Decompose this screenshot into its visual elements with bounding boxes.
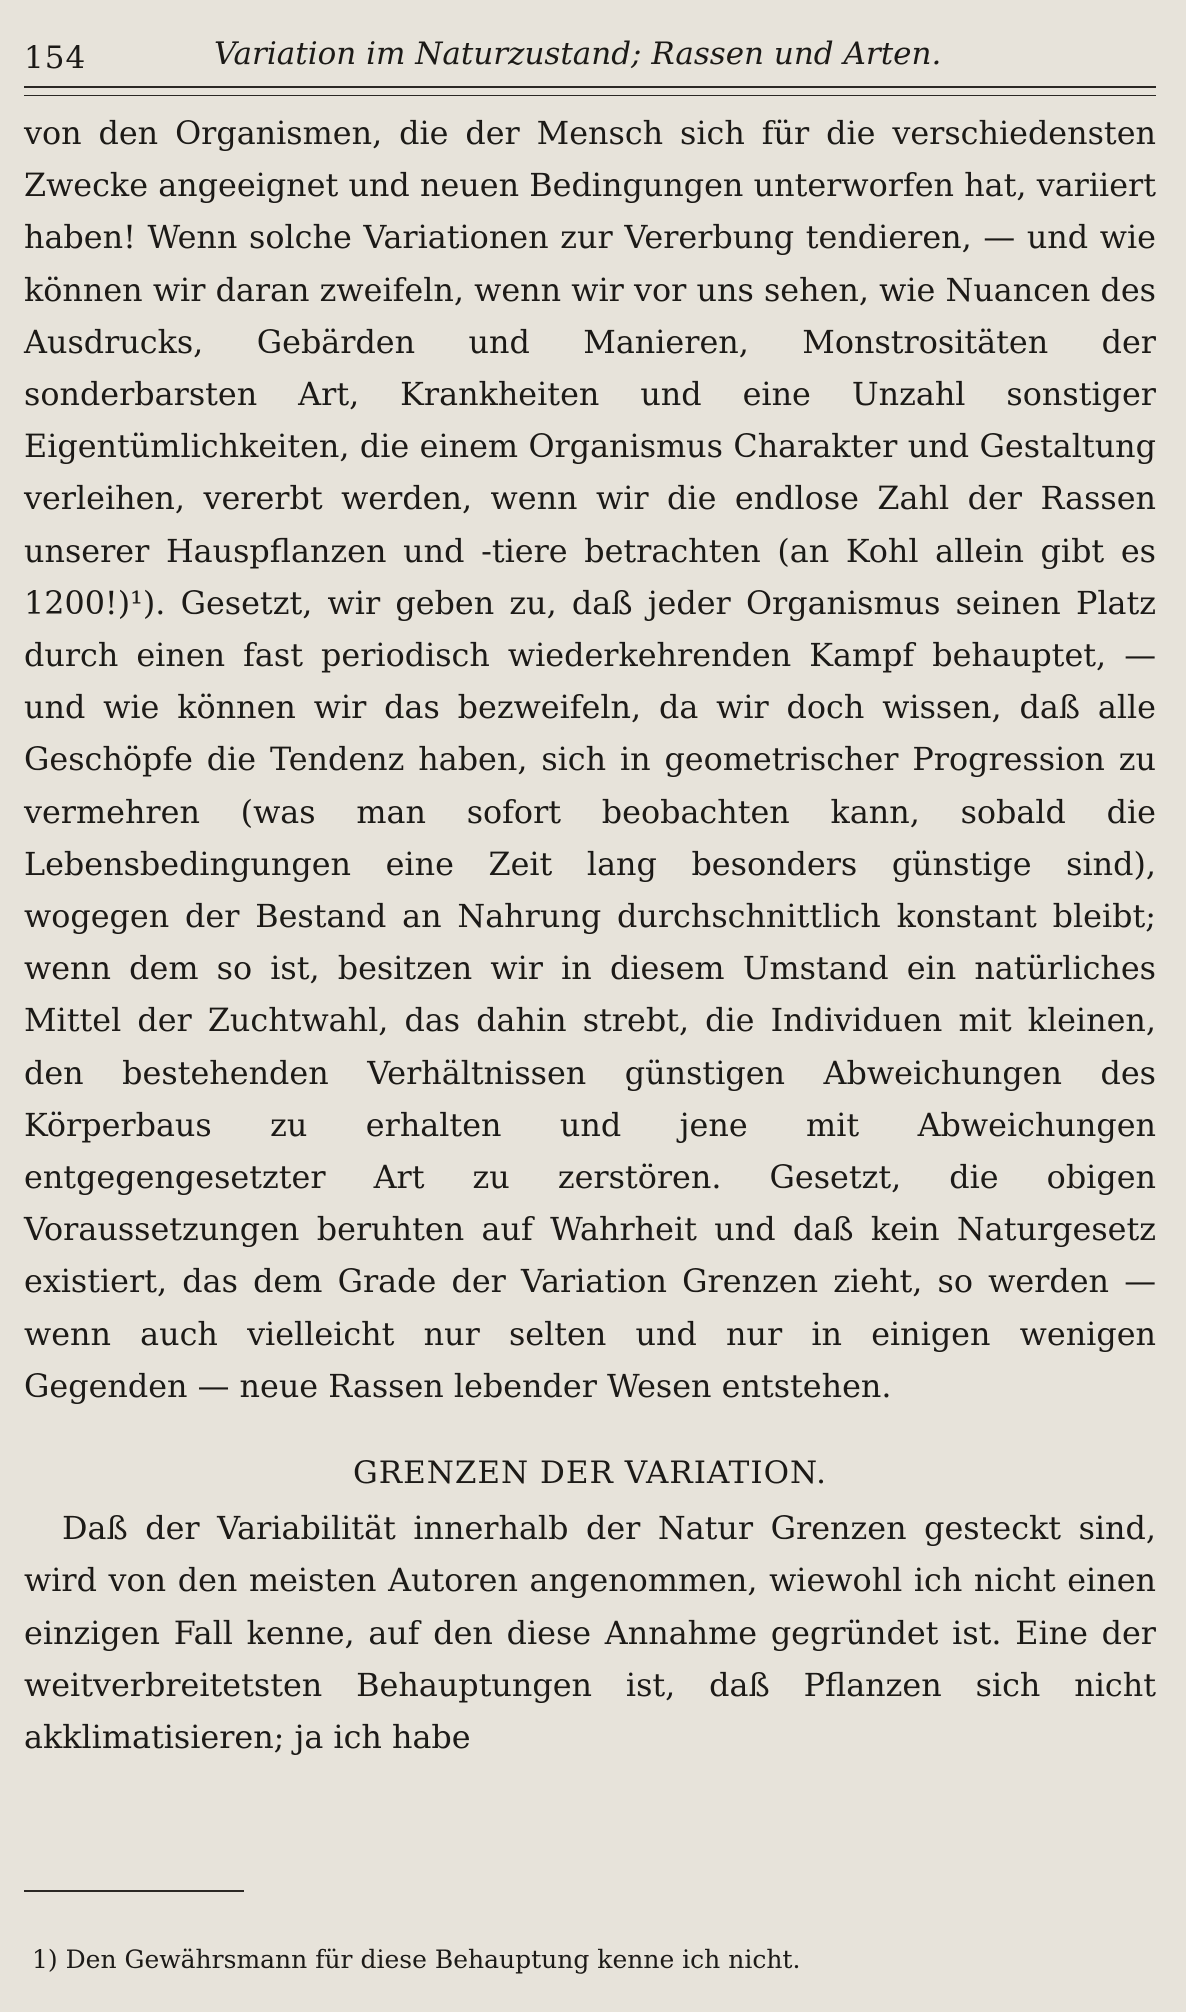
header-rule-thin: [24, 95, 1156, 96]
paragraph: von den Organismen, die der Mensch sich für die verschiedensten Zwecke angeeignet und neuen Bedingungen unterworfen hat, variiert haben! Wenn solche Variationen zur Vererbung tendieren, — und wie können wir daran zweifeln, wenn wir vor uns sehen, wie Nuancen des Ausdrucks, Gebärden und Manieren, Monstrositäten der sonderbarsten Art, Krankheiten und eine Unzahl sonstiger Eigentümlichkeiten, die einem Organismus Charakter und Gestaltung verleihen, vererbt werden, wenn wir die endlose Zahl der Rassen unserer Hauspflanzen und -tiere betrachten (an Kohl allein gibt es 1200!)¹). Gesetzt, wir geben zu, daß jeder Organismus seinen Platz durch einen fast periodisch wiederkehrenden Kampf behauptet, — und wie können wir das bezweifeln, da wir doch wissen, daß alle Geschöpfe die Tendenz haben, sich in geometrischer Progression zu vermehren (was man sofort beobachten kann, sobald die Lebensbedingungen eine Zeit lang besonders günstige sind), wogegen der Bestand an Nahrung durchschnittlich konstant bleibt; wenn dem so ist, besitzen wir in diesem Umstand ein natürliches Mittel der Zuchtwahl, das dahin strebt, die Individuen mit kleinen, den bestehenden Verhältnissen günstigen Abweichungen des Körperbaus zu erhalten und jene mit Abweichungen entgegengesetzter Art zu zerstören. Gesetzt, die obigen Voraussetzungen beruhten auf Wahrheit und daß kein Naturgesetz existiert, das dem Grade der Variation Grenzen zieht, so werden — wenn auch vielleicht nur selten und nur in einigen wenigen Gegenden — neue Rassen lebender Wesen entstehen.: [24, 115, 1156, 1405]
section-heading: GRENZEN DER VARIATION.: [353, 1455, 827, 1492]
main-text: [24, 108, 1156, 1764]
paragraph: Daß der Variabilität innerhalb der Natur Grenzen gesteckt sind, wird von den meisten Autoren angenommen, wiewohl ich nicht einen einzigen Fall kenne, auf den diese Annahme gegründet ist. Eine der weitverbreitetsten Behauptungen ist, daß Pflanzen sich nicht akklimatisieren; ja ich habe: [24, 1510, 1156, 1757]
footnote-rule: [24, 1890, 244, 1892]
footnote: 1) Den Gewährsmann für diese Behauptung kenne ich nicht.: [32, 1945, 801, 1974]
page-number: 154: [24, 40, 87, 76]
header-rule: [24, 86, 1156, 88]
running-head: Variation im Naturzustand; Rassen und Arten.: [214, 36, 942, 72]
page-header: [24, 30, 1156, 78]
